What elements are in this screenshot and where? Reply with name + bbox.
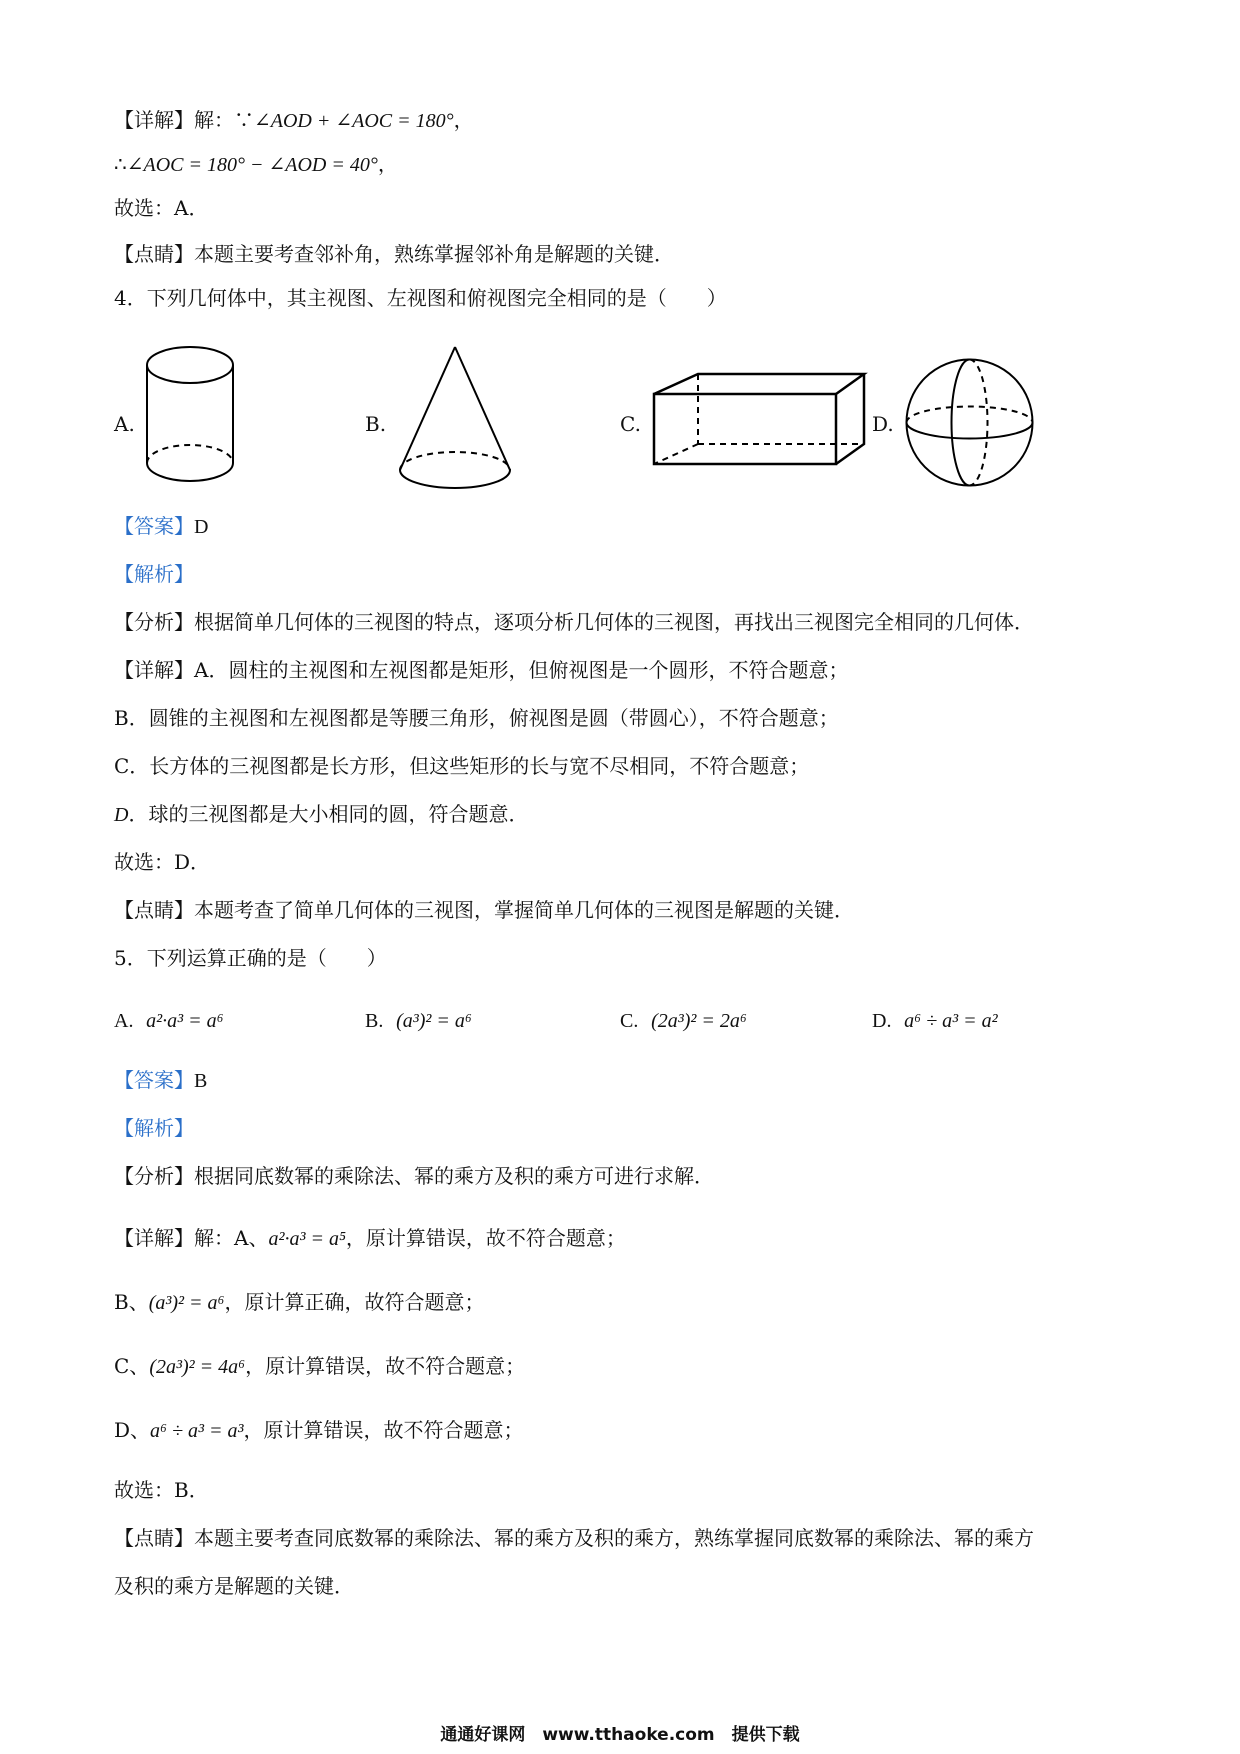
- q5-detail-a: [114, 1224, 626, 1253]
- q5-detail-b-expr: (a³)² = a⁶: [148, 1292, 225, 1314]
- q4-option-d-label: D.: [872, 412, 894, 436]
- q5-option-b: [365, 1006, 472, 1035]
- q5-option-d-expr: a⁶ ÷ a³ = a²: [904, 1010, 998, 1032]
- q5-detail-b: [114, 1288, 484, 1317]
- q4-option-a-label: A.: [114, 412, 135, 436]
- q3-detail-suffix: ，: [453, 108, 474, 132]
- q3-therefore-equation: ∠AOC = 180° − ∠AOD = 40°: [126, 154, 378, 176]
- q3-therefore: [114, 150, 398, 179]
- q5-detail-d-expr: a⁶ ÷ a³ = a³: [150, 1420, 244, 1442]
- q4-detail-d-text: ．球的三视图都是大小相同的圆，符合题意．: [128, 802, 529, 826]
- q5-analysis: 【分析】根据同底数幂的乘除法、幂的乘方及积的乘方可进行求解．: [114, 1164, 714, 1188]
- q3-detail-equation: ∠AOD + ∠AOC = 180°: [254, 110, 454, 132]
- q3-comment: 【点睛】本题主要考查邻补角，熟练掌握邻补角是解题的关键．: [114, 242, 674, 266]
- q4-detail-c: C．长方体的三视图都是长方形，但这些矩形的长与宽不尽相同，不符合题意；: [114, 754, 810, 778]
- q4-detail-d-letter: D: [114, 804, 129, 826]
- q5-choice: 故选：B．: [114, 1478, 209, 1502]
- q4-detail-b: B．圆锥的主视图和左视图都是等腰三角形，俯视图是圆（带圆心），不符合题意；: [114, 706, 839, 730]
- footer-source: 通通好课网 www.tthaoke.com 提供下载: [440, 1725, 800, 1745]
- q5-answer: [114, 1066, 207, 1095]
- q5-option-d-label: D.: [872, 1010, 892, 1032]
- cone-figure: [395, 345, 515, 495]
- q5-option-d: [872, 1006, 998, 1035]
- q5-option-c-expr: (2a³)² = 2a⁶: [651, 1010, 747, 1032]
- q4-detail-d: [114, 800, 528, 829]
- q5-comment-line-2: 及积的乘方是解题的关键．: [114, 1574, 354, 1598]
- q5-option-b-label: B.: [365, 1010, 384, 1032]
- q5-answer-value: B: [194, 1070, 208, 1092]
- q4-answer-value: D: [194, 516, 209, 538]
- q4-option-c-label: C.: [620, 412, 641, 436]
- therefore-symbol: ∴: [114, 152, 127, 176]
- q5-detail-c: [114, 1352, 525, 1381]
- answer-tag: 【答案】: [114, 1068, 194, 1092]
- q4-analysis-tag: 【解析】: [114, 562, 194, 586]
- q5-option-c-label: C.: [620, 1010, 639, 1032]
- q5-stem: 5．下列运算正确的是（ ）: [114, 946, 387, 970]
- q5-option-a-expr: a²·a³ = a⁶: [146, 1010, 224, 1032]
- rectangular-prism-figure: [650, 370, 870, 470]
- sphere-figure: [902, 355, 1037, 490]
- q5-option-a: [114, 1006, 224, 1035]
- q5-detail-d-prefix: D、: [114, 1418, 151, 1442]
- q4-comment: 【点睛】本题考查了简单几何体的三视图，掌握简单几何体的三视图是解题的关键．: [114, 898, 854, 922]
- q5-detail-b-prefix: B、: [114, 1290, 149, 1314]
- q5-detail-a-expr: a²·a³ = a⁵: [268, 1228, 346, 1250]
- q5-detail-c-text: ，原计算错误，故不符合题意；: [245, 1354, 526, 1378]
- q4-analysis: 【分析】根据简单几何体的三视图的特点，逐项分析几何体的三视图，再找出三视图完全相同的几何体．: [114, 610, 1034, 634]
- q5-detail-c-expr: (2a³)² = 4a⁶: [149, 1356, 246, 1378]
- q5-option-c: [620, 1006, 747, 1035]
- q5-detail-d: [114, 1416, 523, 1445]
- q5-option-a-label: A.: [114, 1010, 134, 1032]
- answer-tag: 【答案】: [114, 514, 194, 538]
- q3-detail-prefix: 【详解】解：∵: [114, 108, 254, 132]
- q5-detail-d-text: ，原计算错误，故不符合题意；: [243, 1418, 524, 1442]
- q5-option-b-expr: (a³)² = a⁶: [396, 1010, 472, 1032]
- q3-therefore-suffix: ，: [377, 152, 398, 176]
- q5-analysis-tag: 【解析】: [114, 1116, 194, 1140]
- q4-answer: [114, 512, 208, 541]
- q4-option-b-label: B.: [365, 412, 387, 436]
- q5-detail-c-prefix: C、: [114, 1354, 150, 1378]
- cylinder-figure: [140, 343, 240, 493]
- q3-detail: [114, 106, 474, 135]
- q3-choice: 故选：A．: [114, 196, 209, 220]
- q5-detail-b-text: ，原计算正确，故符合题意；: [224, 1290, 485, 1314]
- q5-comment-line-1: 【点睛】本题主要考查同底数幂的乘除法、幂的乘方及积的乘方，熟练掌握同底数幂的乘除法、幂的乘方: [114, 1526, 1034, 1550]
- q5-detail-a-text: ，原计算错误，故不符合题意；: [345, 1226, 626, 1250]
- q5-detail-a-prefix: 【详解】解：A、: [114, 1226, 269, 1250]
- q4-stem: 4．下列几何体中，其主视图、左视图和俯视图完全相同的是（ ）: [114, 286, 727, 310]
- q4-choice: 故选：D．: [114, 850, 211, 874]
- q4-detail-a: 【详解】A．圆柱的主视图和左视图都是矩形，但俯视图是一个圆形，不符合题意；: [114, 658, 849, 682]
